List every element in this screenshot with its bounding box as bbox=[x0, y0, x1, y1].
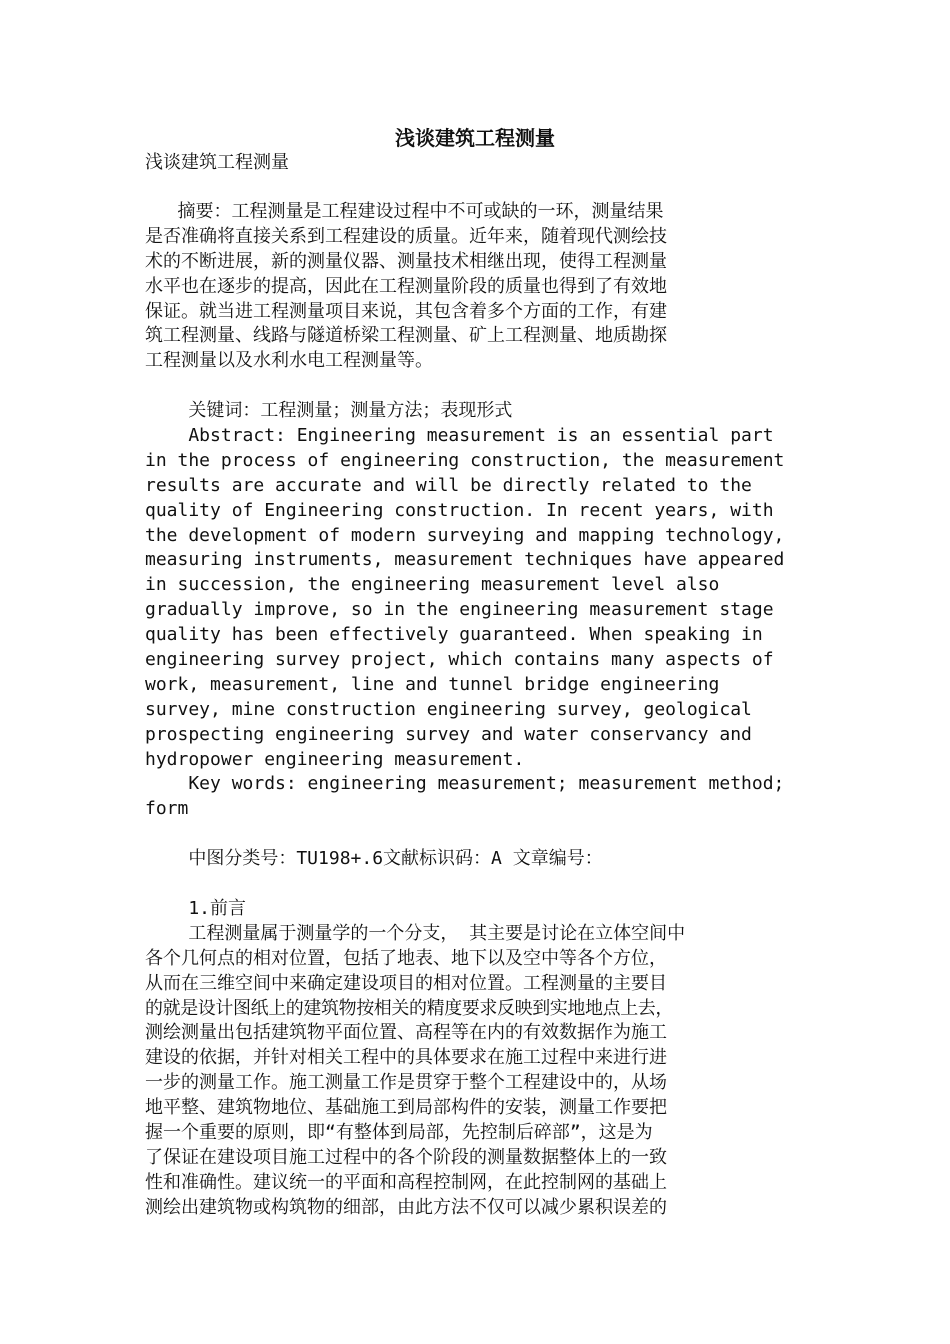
abstract-en-line: in succession, the engineering measurement level also bbox=[145, 574, 720, 596]
abstract-en-line: Abstract: Engineering measurement is an essential part bbox=[145, 425, 774, 447]
abstract-en-line: quality of Engineering construction. In recent years, with bbox=[145, 499, 774, 521]
section-body-line: 的就是设计图纸上的建筑物按相关的精度要求反映到实地地点上去， bbox=[145, 997, 673, 1019]
abstract-cn-line: 筑工程测量、线路与隧道桥梁工程测量、矿上工程测量、地质勘探 bbox=[145, 325, 667, 347]
abstract-en-line: prospecting engineering survey and water conservancy and bbox=[145, 723, 752, 745]
abstract-en-line: in the process of engineering construction, the measurement bbox=[145, 449, 785, 471]
abstract-en-line: hydropower engineering measurement. bbox=[145, 748, 525, 770]
document-subtitle: 浅谈建筑工程测量 bbox=[145, 152, 289, 173]
keywords-en-line: form bbox=[145, 798, 189, 820]
section-body-line: 测绘测量出包括建筑物平面位置、高程等在内的有效数据作为施工 bbox=[145, 1022, 667, 1044]
spacer bbox=[145, 872, 807, 897]
document-title: 浅谈建筑工程测量 bbox=[395, 126, 555, 150]
section-body-line: 工程测量属于测量学的一个分支， 其主要是讨论在立体空间中 bbox=[145, 922, 686, 944]
section-body-line: 测绘出建筑物或构筑物的细部，由此方法不仅可以减少累积误差的 bbox=[145, 1196, 667, 1218]
section-body bbox=[145, 922, 807, 1221]
abstract-en-line: results are accurate and will be directly related to the bbox=[145, 474, 752, 496]
keywords-cn: 关键词：工程测量；测量方法；表现形式 bbox=[145, 400, 513, 422]
abstract-cn-line: 水平也在逐步的提高，因此在工程测量阶段的质量也得到了有效地 bbox=[145, 275, 667, 297]
spacer bbox=[145, 374, 807, 399]
classification-line: 中图分类号：TU198+.6文献标识码：A 文章编号： bbox=[145, 848, 603, 870]
abstract-en-line: quality has been effectively guaranteed. When speaking in bbox=[145, 624, 763, 646]
abstract-cn-line: 工程测量以及水利水电工程测量等。 bbox=[145, 350, 433, 372]
section-body-line: 从而在三维空间中来确定建设项目的相对位置。工程测量的主要目 bbox=[145, 972, 667, 994]
keywords-en-line: Key words: engineering measurement; measurement method; bbox=[145, 773, 785, 795]
abstract-en bbox=[145, 424, 807, 772]
section-body-line: 握一个重要的原则，即“有整体到局部，先控制后碎部”，这是为 bbox=[145, 1121, 653, 1143]
abstract-cn-line: 是否准确将直接关系到工程建设的质量。近年来，随着现代测绘技 bbox=[145, 225, 667, 247]
section-body-line: 地平整、建筑物地位、基础施工到局部构件的安装，测量工作要把 bbox=[145, 1097, 667, 1119]
abstract-cn-line: 术的不断进展，新的测量仪器、测量技术相继出现，使得工程测量 bbox=[145, 250, 667, 272]
keywords-en bbox=[145, 772, 807, 822]
section-body-line: 一步的测量工作。施工测量工作是贯穿于整个工程建设中的，从场 bbox=[145, 1072, 667, 1094]
abstract-cn-line: 保证。就当进工程测量项目来说，其包含着多个方面的工作，有建 bbox=[145, 300, 667, 322]
section-body-line: 各个几何点的相对位置，包括了地表、地下以及空中等各个方位， bbox=[145, 947, 667, 969]
abstract-en-line: measuring instruments, measurement techniques have appeared bbox=[145, 549, 785, 571]
spacer bbox=[145, 822, 807, 847]
abstract-cn bbox=[145, 200, 807, 374]
abstract-cn-line: 摘要：工程测量是工程建设过程中不可或缺的一环，测量结果 bbox=[145, 201, 664, 222]
section-heading: 1.前言 bbox=[145, 897, 247, 919]
abstract-en-line: the development of modern surveying and mapping technology, bbox=[145, 524, 785, 546]
abstract-en-line: gradually improve, so in the engineering measurement stage bbox=[145, 599, 774, 621]
section-body-line: 建设的依据，并针对相关工程中的具体要求在施工过程中来进行进 bbox=[145, 1047, 667, 1069]
section-body-line: 了保证在建设项目施工过程中的各个阶段的测量数据整体上的一致 bbox=[145, 1146, 667, 1168]
section-body-line: 性和准确性。建议统一的平面和高程控制网，在此控制网的基础上 bbox=[145, 1171, 667, 1193]
abstract-en-line: work, measurement, line and tunnel bridge engineering bbox=[145, 673, 720, 695]
document-body bbox=[145, 148, 807, 1221]
abstract-en-line: survey, mine construction engineering survey, geological bbox=[145, 698, 752, 720]
spacer bbox=[145, 178, 807, 200]
abstract-en-line: engineering survey project, which contains many aspects of bbox=[145, 649, 774, 671]
